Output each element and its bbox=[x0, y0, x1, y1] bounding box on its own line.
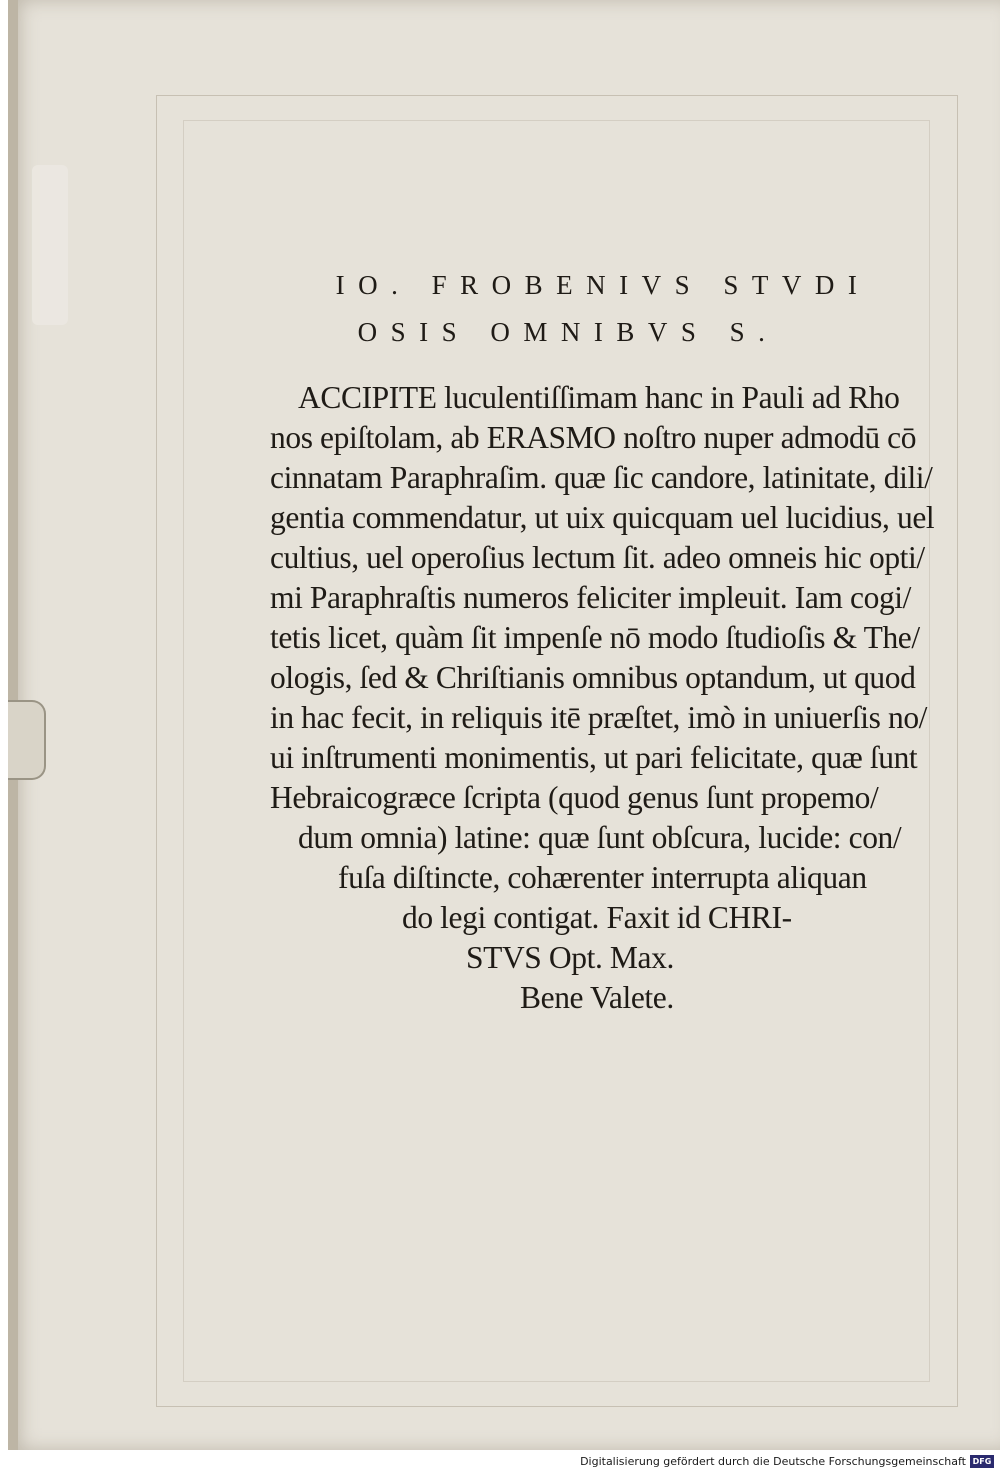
letter-body bbox=[270, 378, 960, 1018]
text-line: dum omnia) latine: quæ ſunt obſcura, lucide: con/ bbox=[298, 820, 902, 855]
paper-patch bbox=[32, 165, 68, 325]
dfg-logo: DFG bbox=[970, 1455, 994, 1468]
page-tab bbox=[8, 700, 46, 780]
heading-line-2: OSIS OMNIBVS S. bbox=[357, 317, 779, 347]
heading-line-1: IO. FROBENIVS STVDI bbox=[335, 270, 871, 300]
text-line: fuſa diſtincte, cohærenter interrupta aliquan bbox=[338, 860, 867, 895]
text-line: STVS Opt. Max. bbox=[466, 940, 674, 975]
text-line: cultius, uel operoſius lectum ſit. adeo omneis hic opti/ bbox=[270, 540, 925, 575]
text-line: do legi contigat. Faxit id CHRI- bbox=[402, 900, 792, 935]
text-line: in hac fecit, in reliquis itē præſtet, imò in uniuerſis no/ bbox=[270, 700, 928, 735]
text-line: mi Paraphraſtis numeros feliciter impleuit. Iam cogi/ bbox=[270, 580, 911, 615]
text-line: tetis licet, quàm ſit impenſe nō modo ſtudioſis & The/ bbox=[270, 620, 920, 655]
text-line: Hebraicogræce ſcripta (quod genus ſunt propemo/ bbox=[270, 780, 879, 815]
digitization-credit: Digitalisierung gefördert durch die Deutsche Forschungsgemeinschaft bbox=[580, 1455, 966, 1468]
text-line: gentia commendatur, ut uix quicquam uel lucidius, uel bbox=[270, 500, 935, 535]
text-line: nos epiſtolam, ab ERASMO noſtro nuper admodū cō bbox=[270, 420, 917, 455]
footer-band bbox=[0, 1450, 1000, 1471]
text-line: ui inſtrumenti monimentis, ut pari felicitate, quæ ſunt bbox=[270, 740, 918, 775]
text-line: ACCIPITE luculentiſſimam hanc in Pauli ad Rho bbox=[298, 380, 900, 415]
text-line: Bene Valete. bbox=[520, 980, 674, 1015]
text-line: ologis, ſed & Chriſtianis omnibus optandum, ut quod bbox=[270, 660, 916, 695]
book-page bbox=[8, 0, 1000, 1450]
text-line: cinnatam Paraphraſim. quæ ſic candore, latinitate, dili/ bbox=[270, 460, 933, 495]
